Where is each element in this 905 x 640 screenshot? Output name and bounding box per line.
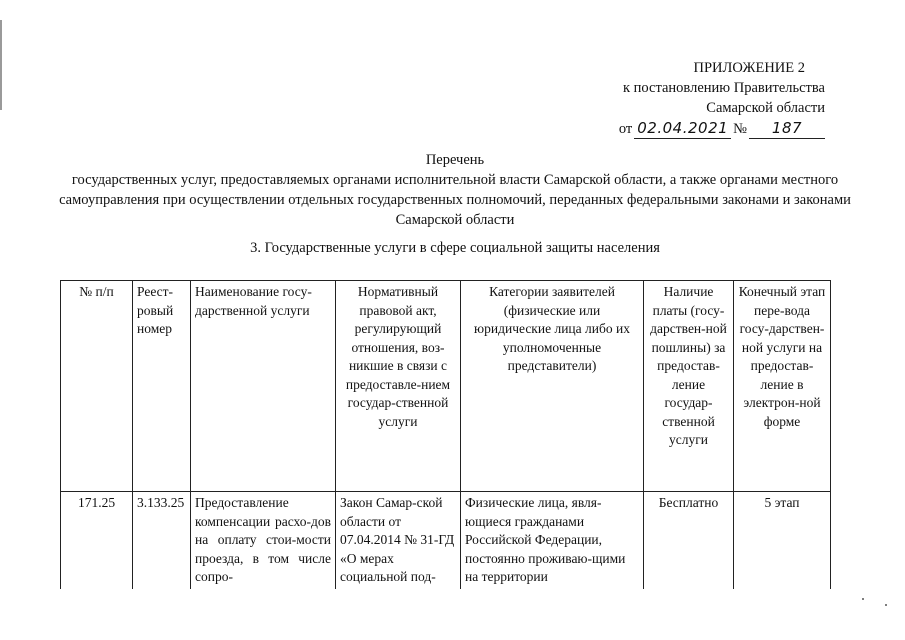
date-prefix: от bbox=[618, 121, 633, 137]
cell-fee: Бесплатно bbox=[644, 492, 734, 589]
handwritten-date: 02.04.2021 bbox=[634, 118, 731, 139]
appendix-date-line bbox=[619, 118, 825, 139]
appendix-block bbox=[565, 58, 825, 139]
appendix-line-1: к постановлению Правительства bbox=[623, 80, 825, 96]
cell-service-name: Предоставление компенсации расхо-дов на оплату стои-мости проезда, в том числе сопро- bbox=[191, 492, 336, 589]
header-legal-act: Нормативный правовой акт, регулирующий отношения, воз-никшие в связи с предоставле-нием государ-ственной услуги bbox=[336, 281, 461, 492]
header-service-name: Наименование госу-дарственной услуги bbox=[191, 281, 336, 492]
number-prefix: № bbox=[733, 121, 747, 137]
services-table bbox=[60, 280, 831, 589]
heading-title: Перечень bbox=[425, 152, 485, 168]
cell-legal-act: Закон Самар-ской области от 07.04.2014 № 31-ГД «О мерах социальной под- bbox=[336, 492, 461, 589]
appendix-title: ПРИЛОЖЕНИЕ 2 bbox=[693, 60, 805, 76]
header-applicant-categories: Категории заявителей (физические или юридические лица либо их уполномоченные представители) bbox=[461, 281, 644, 492]
cell-applicant-categories: Физические лица, явля-ющиеся гражданами Российской Федерации, постоянно проживаю-щими на территории bbox=[461, 492, 644, 589]
handwritten-number: 187 bbox=[749, 118, 825, 139]
appendix-line-2: Самарской области bbox=[706, 100, 825, 116]
scan-speck bbox=[885, 604, 887, 606]
document-heading bbox=[50, 150, 860, 230]
cell-final-stage: 5 этап bbox=[734, 492, 831, 589]
table-row bbox=[61, 492, 831, 589]
header-number: № п/п bbox=[61, 281, 133, 492]
scan-speck bbox=[862, 598, 864, 600]
cell-number: 171.25 bbox=[61, 492, 133, 589]
table-header-row bbox=[61, 281, 831, 492]
heading-body: государственных услуг, предоставляемых органами исполнительной власти Самарской области, а также органами местного самоуправления при осуществлении отдельных государственных полномочий, переданных федеральными законами и законами Самарской области bbox=[59, 172, 851, 228]
cell-registry-number: 3.133.25 bbox=[133, 492, 191, 589]
header-final-stage: Конечный этап пере-вода госу-дарствен-ной услуги на предостав-ление в электрон-ной форме bbox=[734, 281, 831, 492]
header-registry-number: Реест-ровый номер bbox=[133, 281, 191, 492]
scan-edge-line bbox=[0, 20, 2, 110]
header-fee: Наличие платы (госу-дарствен-ной пошлины) за предостав-ление государ-ственной услуги bbox=[644, 281, 734, 492]
section-title: 3. Государственные услуги в сфере социальной защиты населения bbox=[250, 240, 660, 256]
